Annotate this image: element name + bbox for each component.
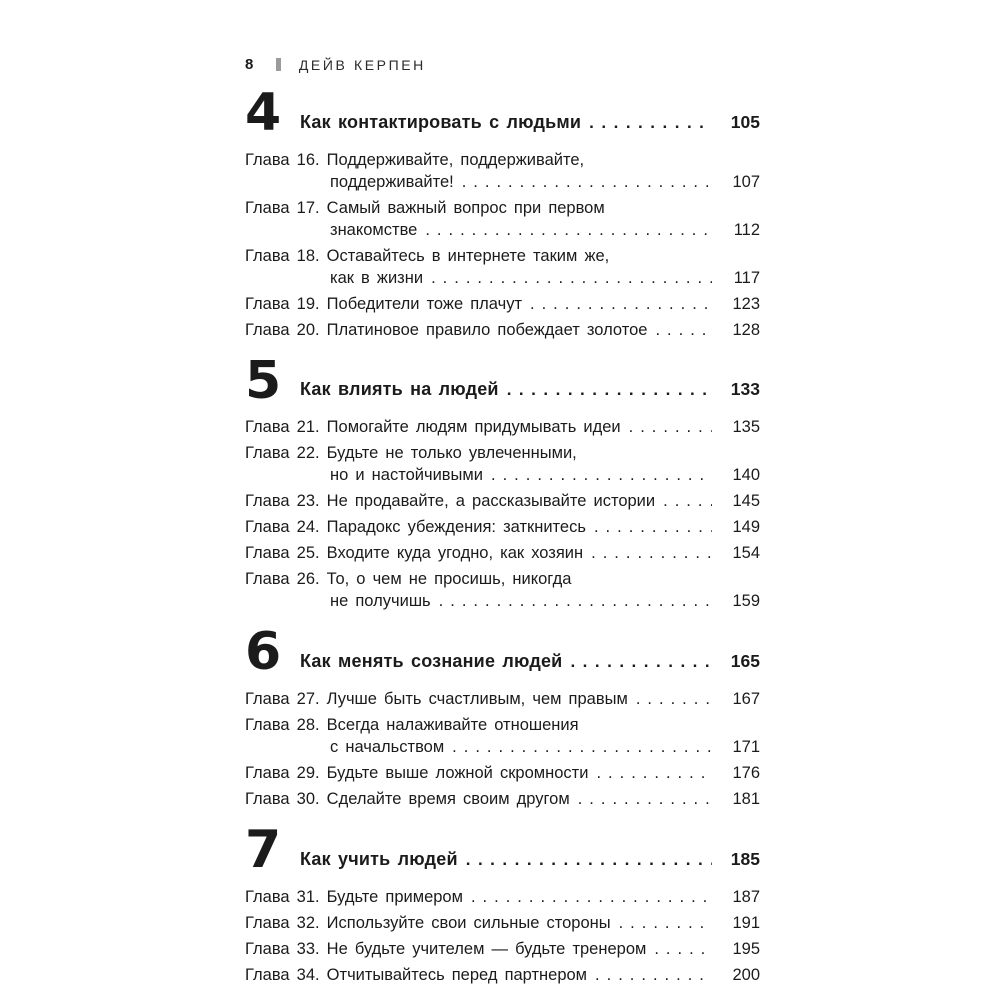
- page-number: 8: [245, 56, 254, 73]
- toc-entry: [245, 762, 760, 784]
- section-heading-row: [300, 379, 760, 403]
- toc-entry-page-number: 167: [732, 690, 760, 709]
- toc-entry-line: [245, 912, 760, 934]
- toc-entry: [245, 197, 760, 241]
- toc-entry-page-number: 117: [733, 268, 760, 287]
- toc-entry: [245, 964, 760, 986]
- toc-entry-page-number: 171: [732, 738, 760, 757]
- toc-entry-text: Глава 32. Используйте свои сильные стороны: [245, 913, 611, 932]
- section-title: Как менять сознание людей: [300, 651, 563, 672]
- toc-entry-text: знакомстве: [330, 220, 418, 239]
- toc-entry-text: Глава 20. Платиновое правило побеждает золотое: [245, 320, 648, 339]
- toc-entry-page-number: 149: [732, 518, 760, 537]
- toc-entry-text: Глава 27. Лучше быть счастливым, чем правым: [245, 690, 628, 709]
- section-title: Как учить людей: [300, 848, 458, 869]
- dot-leader-icon: [655, 319, 712, 341]
- toc-entry-text: Глава 18. Оставайтесь в интернете таким же,: [245, 246, 610, 265]
- section-page-number: 105: [730, 111, 760, 132]
- dot-leader-icon: [452, 736, 712, 758]
- dot-leader-icon: [595, 964, 712, 986]
- toc-entry: [245, 416, 760, 438]
- dot-leader-icon: [425, 219, 712, 241]
- dot-leader-icon: [589, 113, 712, 133]
- dot-leader-icon: [462, 171, 712, 193]
- toc-entry-line: [245, 938, 760, 960]
- toc-entry: [245, 568, 760, 612]
- toc-entry-line: [245, 964, 760, 986]
- section-title: Как влиять на людей: [300, 379, 499, 400]
- toc-entry-page-number: 112: [733, 220, 760, 239]
- section-heading-row: [300, 651, 760, 675]
- dot-leader-icon: [663, 490, 712, 512]
- toc-entry-text: не получишь: [330, 592, 431, 611]
- section-number: 6: [245, 622, 280, 683]
- toc-entry: [245, 688, 760, 710]
- toc-entry-text: Глава 24. Парадокс убеждения: заткнитесь: [245, 518, 586, 537]
- running-head: [245, 56, 760, 73]
- toc-entry-text: Глава 19. Победители тоже плачут: [245, 294, 523, 313]
- toc-entry-line: [245, 442, 760, 464]
- toc-entry-line: [245, 886, 760, 908]
- vertical-bar-icon: [276, 58, 281, 71]
- toc-section-heading: [245, 622, 760, 683]
- toc-entry: [245, 516, 760, 538]
- toc-entry-text: Глава 30. Сделайте время своим другом: [245, 790, 570, 809]
- toc-entry-text: Глава 23. Не продавайте, а рассказывайте истории: [245, 492, 656, 511]
- toc-entry-page-number: 159: [732, 592, 760, 611]
- toc-entry-line: [330, 267, 760, 289]
- toc-entry-line: [245, 197, 760, 219]
- toc-entry-page-number: 145: [732, 492, 760, 511]
- toc-entry: [245, 912, 760, 934]
- toc-entry-line: [245, 762, 760, 784]
- toc-entry-line: [330, 590, 760, 612]
- toc-entries: [245, 688, 760, 810]
- toc-entry-line: [330, 464, 760, 486]
- dot-leader-icon: [491, 464, 712, 486]
- dot-leader-icon: [636, 688, 712, 710]
- section-number: 7: [245, 820, 280, 881]
- toc-entry-line: [245, 688, 760, 710]
- toc-entry-page-number: 128: [732, 320, 760, 339]
- toc-entry-page-number: 191: [732, 913, 760, 932]
- toc-entry-text: Глава 28. Всегда налаживайте отношения: [245, 716, 579, 735]
- dot-leader-icon: [578, 788, 712, 810]
- toc-section: [245, 820, 760, 986]
- toc-entry-page-number: 195: [732, 939, 760, 958]
- toc-entry-text: Глава 17. Самый важный вопрос при первом: [245, 198, 605, 217]
- toc-entry-text: Глава 16. Поддерживайте, поддерживайте,: [245, 150, 585, 169]
- toc-entry-text: поддерживайте!: [330, 172, 454, 191]
- dot-leader-icon: [596, 762, 712, 784]
- dot-leader-icon: [594, 516, 712, 538]
- toc-entry-line: [245, 568, 760, 590]
- toc-section-heading: [245, 350, 760, 411]
- toc-entry-page-number: 187: [732, 887, 760, 906]
- toc-entry-text: Глава 22. Будьте не только увлеченными,: [245, 444, 577, 463]
- running-title: ДЕЙВ КЕРПЕН: [298, 56, 426, 73]
- toc-entry-line: [330, 219, 760, 241]
- toc-entry-page-number: 107: [732, 172, 760, 191]
- section-number: 5: [245, 350, 280, 411]
- toc-section: [245, 622, 760, 810]
- toc-entry-page-number: 200: [732, 965, 760, 984]
- toc-entry-line: [245, 245, 760, 267]
- toc-section-heading: [245, 820, 760, 881]
- dot-leader-icon: [629, 416, 712, 438]
- dot-leader-icon: [530, 293, 712, 315]
- section-page-number: 133: [730, 379, 760, 400]
- toc-entry-text: но и настойчивыми: [330, 466, 483, 485]
- dot-leader-icon: [654, 938, 712, 960]
- toc-entry-page-number: 176: [732, 764, 760, 783]
- toc-entry-page-number: 154: [732, 544, 760, 563]
- toc-entry-text: Глава 21. Помогайте людям придумывать идеи: [245, 418, 621, 437]
- toc-entry-line: [245, 714, 760, 736]
- toc-entry-line: [245, 542, 760, 564]
- toc-entry-text: Глава 33. Не будьте учителем — будьте тренером: [245, 939, 647, 958]
- dot-leader-icon: [471, 886, 712, 908]
- toc-entry-page-number: 181: [732, 790, 760, 809]
- toc-entry-text: Глава 26. То, о чем не просишь, никогда: [245, 570, 572, 589]
- dot-leader-icon: [619, 912, 712, 934]
- dot-leader-icon: [439, 590, 712, 612]
- toc-entry-line: [245, 149, 760, 171]
- toc-entry-line: [245, 788, 760, 810]
- toc-entry-line: [245, 293, 760, 315]
- toc-entry-text: Глава 25. Входите куда угодно, как хозяин: [245, 544, 584, 563]
- section-page-number: 185: [730, 848, 760, 869]
- dot-leader-icon: [507, 380, 712, 400]
- toc-entry: [245, 149, 760, 193]
- toc-entry-page-number: 123: [732, 294, 760, 313]
- toc-entry: [245, 319, 760, 341]
- section-title: Как контактировать с людьми: [300, 111, 582, 132]
- toc-entry: [245, 442, 760, 486]
- section-heading-row: [300, 849, 760, 873]
- toc-entry: [245, 886, 760, 908]
- toc-entry-line: [245, 319, 760, 341]
- toc-entry: [245, 293, 760, 315]
- dot-leader-icon: [466, 850, 712, 870]
- section-heading-row: [300, 112, 760, 136]
- toc-entry: [245, 245, 760, 289]
- section-number: 4: [245, 83, 280, 143]
- toc-section-heading: [245, 83, 760, 143]
- toc-entry: [245, 714, 760, 758]
- toc-entry-line: [245, 416, 760, 438]
- toc-entry: [245, 788, 760, 810]
- toc-entry: [245, 938, 760, 960]
- toc-entry: [245, 542, 760, 564]
- toc-entry-page-number: 135: [732, 418, 760, 437]
- table-of-contents: [245, 83, 760, 986]
- toc-entries: [245, 886, 760, 986]
- toc-entry-line: [245, 490, 760, 512]
- toc-entry-line: [245, 516, 760, 538]
- toc-entry-text: с начальством: [330, 738, 445, 757]
- toc-section: [245, 83, 760, 341]
- toc-entry-text: Глава 34. Отчитывайтесь перед партнером: [245, 965, 588, 984]
- toc-section: [245, 350, 760, 613]
- dot-leader-icon: [570, 652, 712, 672]
- toc-entry-text: Глава 29. Будьте выше ложной скромности: [245, 764, 589, 783]
- toc-entry-text: как в жизни: [330, 268, 424, 287]
- toc-entries: [245, 416, 760, 612]
- toc-entries: [245, 149, 760, 341]
- toc-entry-line: [330, 736, 760, 758]
- dot-leader-icon: [591, 542, 712, 564]
- toc-entry-text: Глава 31. Будьте примером: [245, 887, 463, 906]
- toc-entry-page-number: 140: [732, 466, 760, 485]
- section-page-number: 165: [730, 651, 760, 672]
- toc-entry-line: [330, 171, 760, 193]
- toc-entry: [245, 490, 760, 512]
- dot-leader-icon: [431, 267, 712, 289]
